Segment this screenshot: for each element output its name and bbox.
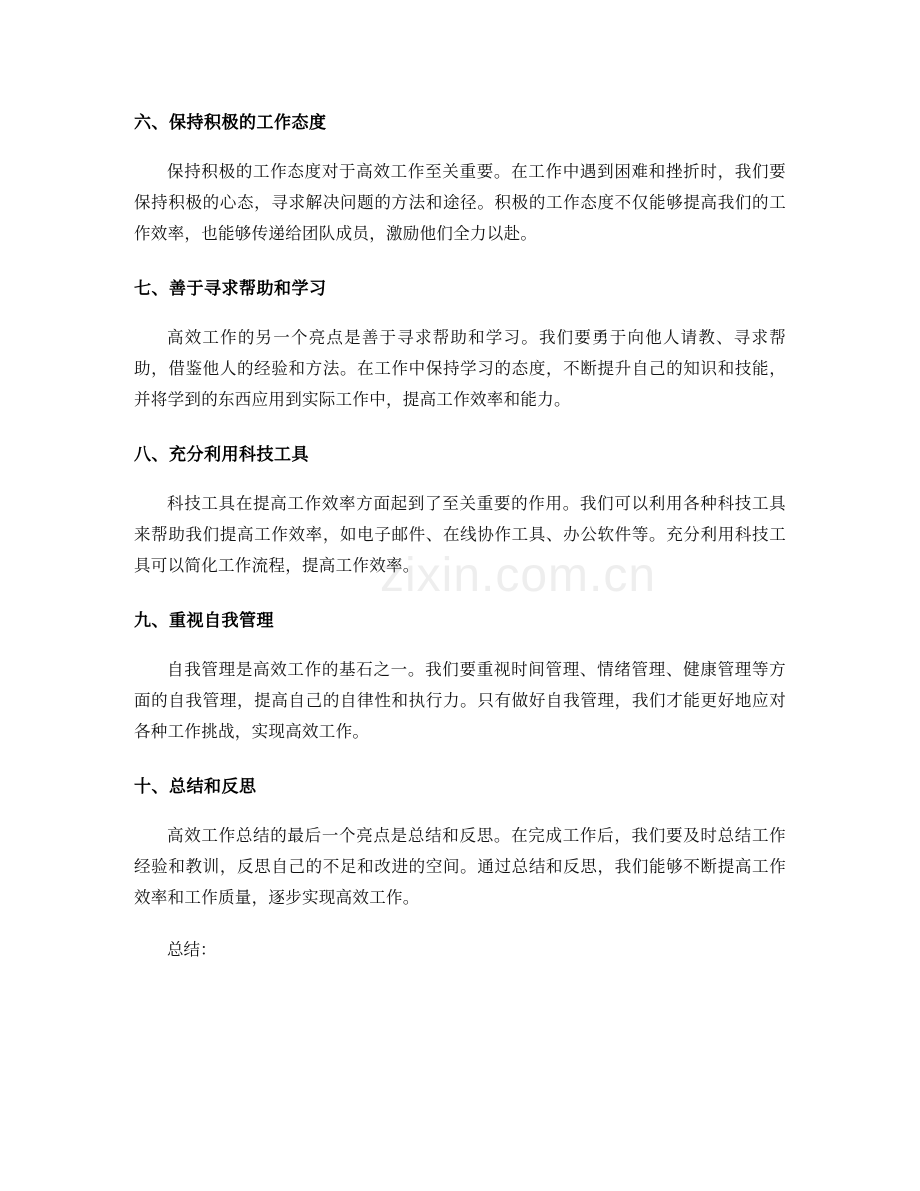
section-heading: 七、善于寻求帮助和学习: [134, 279, 327, 299]
section-9: [134, 602, 786, 747]
summary-label: 总结：: [167, 940, 217, 959]
section-7: [134, 270, 786, 415]
section-heading: 八、充分利用科技工具: [134, 445, 309, 465]
section-heading: 十、总结和反思: [134, 777, 257, 797]
section-paragraph: 保持积极的工作态度对于高效工作至关重要。在工作中遇到困难和挫折时，我们要保持积极的心态，寻求解决问题的方法和途径。积极的工作态度不仅能够提高我们的工作效率，也能够传递给团队成员，激励他们全力以赴。: [134, 162, 786, 243]
section-heading: 六、保持积极的工作态度: [134, 113, 327, 133]
section-paragraph: 科技工具在提高工作效率方面起到了至关重要的作用。我们可以利用各种科技工具来帮助我们提高工作效率，如电子邮件、在线协作工具、办公软件等。充分利用科技工具可以简化工作流程，提高工作效率。: [134, 494, 786, 575]
section-paragraph: 高效工作的另一个亮点是善于寻求帮助和学习。我们要勇于向他人请教、寻求帮助，借鉴他人的经验和方法。在工作中保持学习的态度，不断提升自己的知识和技能，并将学到的东西应用到实际工作中，提高工作效率和能力。: [134, 328, 786, 409]
section-10: [134, 768, 786, 913]
section-paragraph: 自我管理是高效工作的基石之一。我们要重视时间管理、情绪管理、健康管理等方面的自我管理，提高自己的自律性和执行力。只有做好自我管理，我们才能更好地应对各种工作挑战，实现高效工作。: [134, 660, 786, 741]
document-content: [134, 104, 786, 965]
section-6: [134, 104, 786, 249]
section-paragraph: 高效工作总结的最后一个亮点是总结和反思。在完成工作后，我们要及时总结工作经验和教训，反思自己的不足和改进的空间。通过总结和反思，我们能够不断提高工作效率和工作质量，逐步实现高效工作。: [134, 826, 786, 907]
watermark-text: zixin.com.cn: [380, 549, 657, 602]
section-heading: 九、重视自我管理: [134, 611, 274, 631]
section-8: [134, 436, 786, 581]
